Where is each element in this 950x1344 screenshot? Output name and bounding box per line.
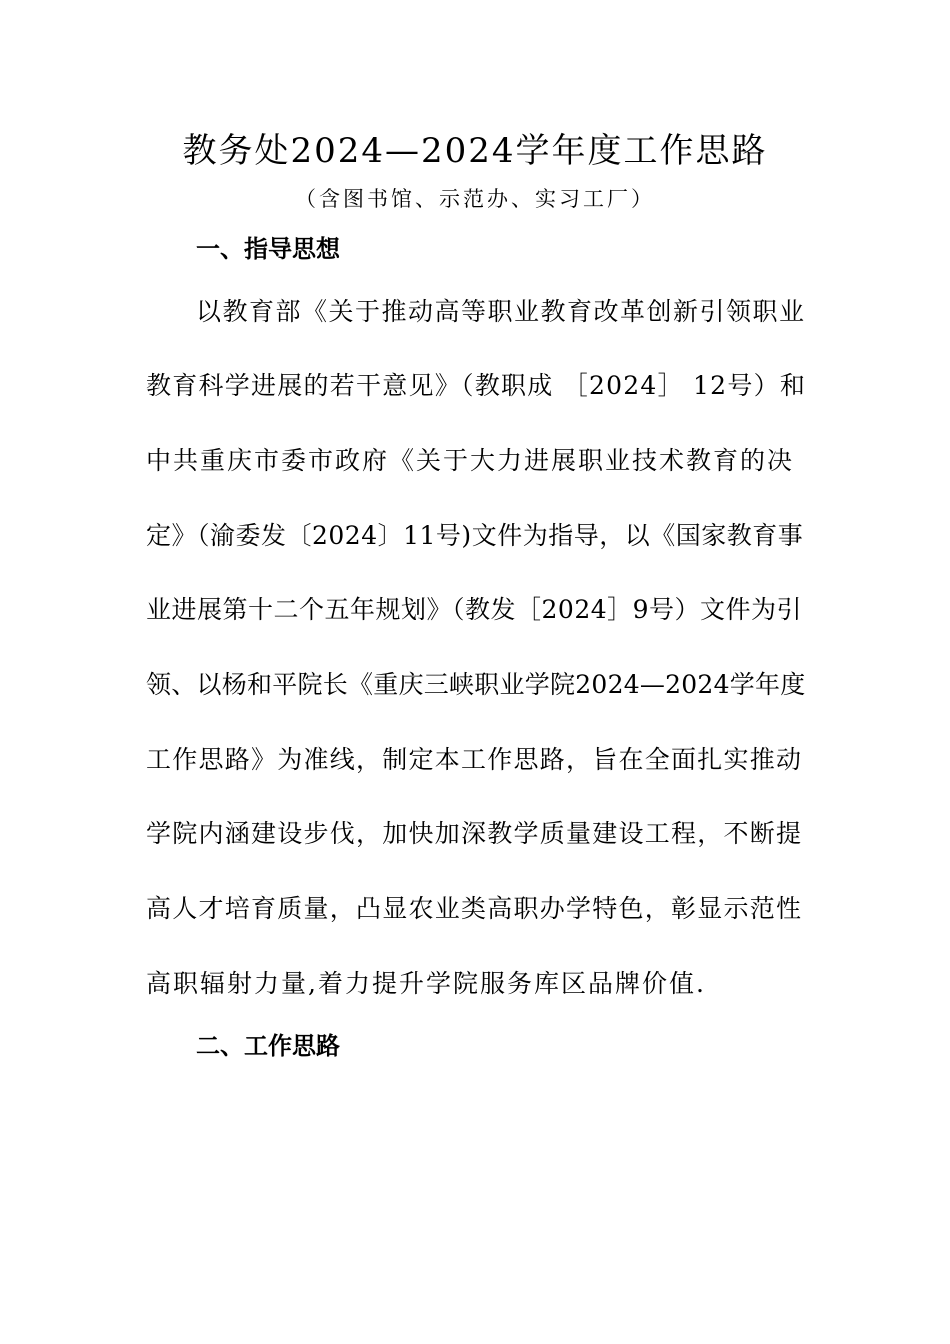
paragraph-line: 学院内涵建设步伐，加快加深教学质量建设工程，不断提 — [146, 819, 803, 848]
paragraph-line: 教育科学进展的若干意见》（教职成 ［2024］ 12号）和 — [146, 371, 806, 400]
paragraph-line: 业进展第十二个五年规划》（教发［2024］9号）文件为引 — [146, 595, 803, 624]
paragraph-line: 以教育部《关于推动高等职业教育改革创新引领职业 — [196, 297, 806, 326]
paragraph-line: 高人才培育质量，凸显农业类高职办学特色，彰显示范性 — [146, 894, 803, 923]
paragraph-line: 定》（渝委发〔2024〕11号)文件为指导，以《国家教育事 — [146, 521, 804, 550]
section-heading-guiding-ideology: 一、指导思想 — [196, 235, 340, 263]
document-title: 教务处2024—2024学年度工作思路 — [182, 131, 768, 171]
document-subtitle: （含图书馆、示范办、实习工厂） — [295, 187, 655, 211]
paragraph-line: 中共重庆市委市政府《关于大力进展职业技术教育的决 — [146, 446, 795, 475]
paragraph-line: 工作思路》为准线，制定本工作思路，旨在全面扎实推动 — [146, 745, 803, 774]
paragraph-line: 高职辐射力量,着力提升学院服务库区品牌价值. — [146, 969, 706, 998]
section-heading-work-ideas: 二、工作思路 — [196, 1032, 340, 1060]
paragraph-line: 领、以杨和平院长《重庆三峡职业学院2024—2024学年度 — [146, 670, 806, 699]
